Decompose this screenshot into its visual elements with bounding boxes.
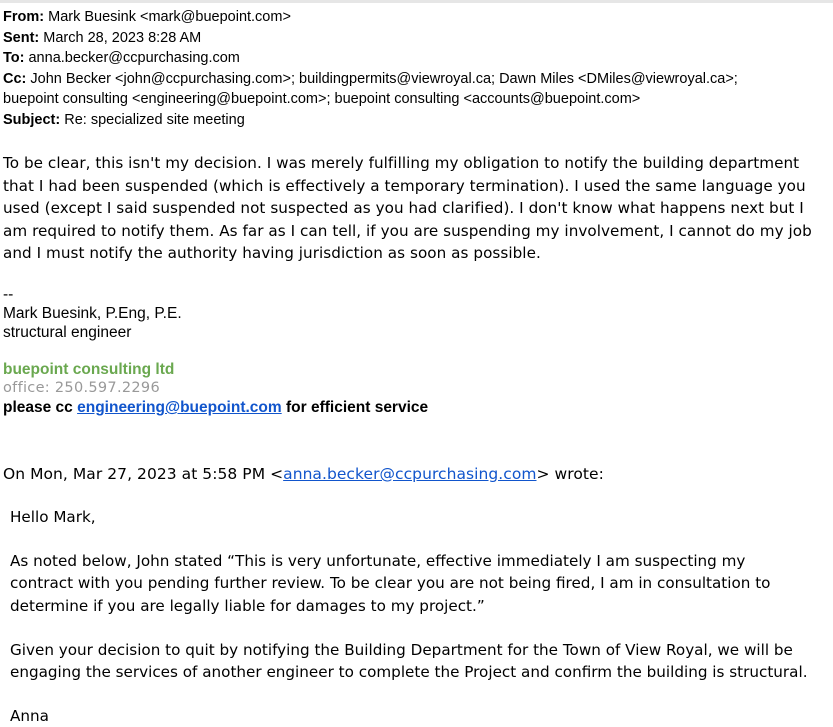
body-line: To be clear, this isn't my decision. I was merely fulfilling my obligation to notify the building department — [3, 154, 800, 172]
email-header — [3, 7, 738, 130]
from-label: From: — [3, 9, 45, 25]
signature-cc-note — [3, 398, 428, 417]
to-row — [3, 48, 738, 69]
sent-row — [3, 28, 738, 49]
quote-intro — [3, 463, 604, 486]
signature-block — [3, 285, 182, 342]
body-line: and I must notify the authority having jurisdiction as soon as possible. — [3, 244, 541, 262]
window-top-border — [0, 0, 833, 3]
message-body — [3, 152, 812, 265]
subject-value: Re: specialized site meeting — [60, 111, 245, 128]
quoted-line: Given your decision to quit by notifying the Building Department for the Town of View Royal, we will be — [10, 641, 793, 659]
signature-company: buepoint consulting ltd — [3, 361, 175, 378]
cc-label: Cc: — [3, 70, 27, 87]
body-line: am required to notify them. As far as I can tell, if you are suspending my involvement, I cannot do my job — [3, 221, 812, 240]
quoted-greeting: Hello Mark, — [10, 508, 96, 526]
subject-label: Subject: — [3, 111, 61, 128]
quoted-line: determine if you are legally liable for damages to my project.” — [10, 596, 485, 615]
body-line: used (except I said suspended not suspected as you had clarified). I don't know what happens next but I — [3, 199, 804, 217]
sender-email-link[interactable]: anna.becker@ccpurchasing.com — [283, 465, 537, 483]
cc-note-prefix: please cc — [3, 399, 78, 416]
to-value: anna.becker@ccpurchasing.com — [24, 50, 240, 66]
quoted-line: As noted below, John stated “This is very unfortunate, effective immediately I am suspecting my — [10, 552, 746, 570]
engineering-email-link[interactable]: engineering@buepoint.com — [77, 399, 282, 416]
quoted-paragraph-2 — [10, 639, 808, 684]
subject-row — [3, 110, 738, 131]
to-label: To: — [3, 50, 25, 66]
quoted-paragraph-1 — [10, 550, 770, 617]
cc-row — [3, 69, 738, 90]
signature-company-block — [3, 360, 428, 417]
quote-intro-prefix: On Mon, Mar 27, 2023 at 5:58 PM < — [3, 465, 284, 483]
signature-name: Mark Buesink, P.Eng, P.E. — [3, 305, 182, 322]
body-line: that I had been suspended (which is effectively a temporary termination). I used the same language you — [3, 176, 806, 195]
quoted-line: contract with you pending further review. To be clear you are not being fired, I am in consultation to — [10, 574, 771, 593]
sent-label: Sent: — [3, 29, 40, 46]
signature-title: structural engineer — [3, 324, 132, 341]
from-value: Mark Buesink <mark@buepoint.com> — [44, 9, 291, 25]
cc-row-continued — [3, 89, 738, 110]
cc-note-suffix: for efficient service — [281, 399, 429, 416]
signature-office-phone: office: 250.597.2296 — [3, 380, 160, 396]
cc-value-line2: buepoint consulting <engineering@buepoint.com>; buepoint consulting <accounts@buepoint.com> — [3, 91, 641, 107]
quoted-line: engaging the services of another engineer to complete the Project and confirm the building is structural. — [10, 663, 808, 682]
quoted-closing: Anna — [10, 707, 49, 725]
from-row — [3, 7, 738, 28]
sent-value: March 28, 2023 8:28 AM — [39, 29, 202, 46]
quote-intro-suffix: > wrote: — [536, 465, 604, 483]
cc-value-line1: John Becker <john@ccpurchasing.com>; buildingpermits@viewroyal.ca; Dawn Miles <DMiles@viewroyal.ca>; — [26, 70, 738, 87]
signature-dashes: -- — [3, 286, 14, 303]
